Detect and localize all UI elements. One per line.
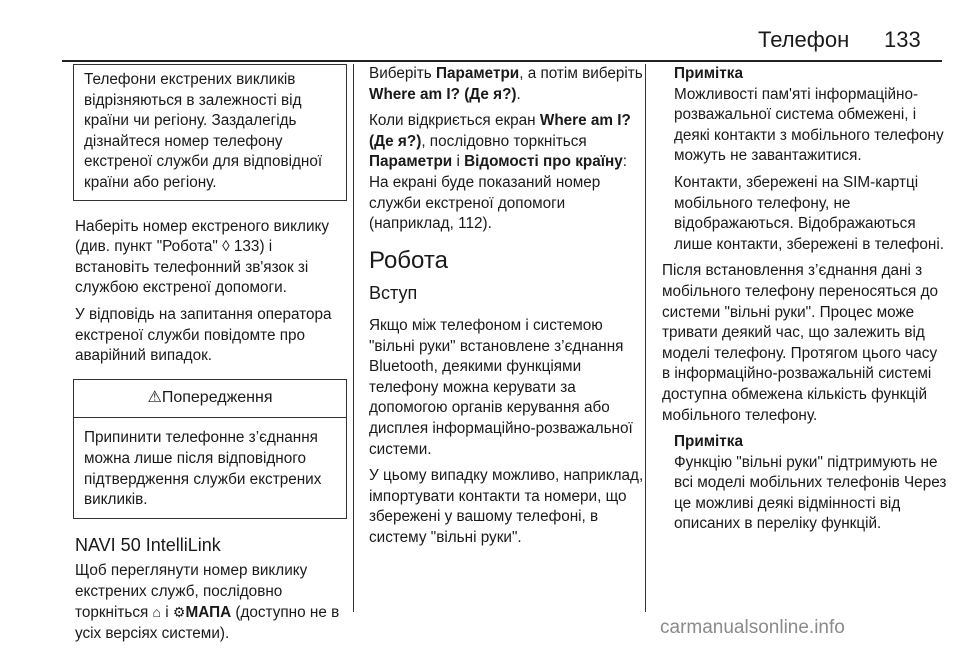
watermark: carmanualsonline.info [660, 617, 845, 638]
info-box-text: Телефони екстрених викликів відрізняються в залежності від країни чи регіону. Заздалегідь дізнайтеся номер телефону екстреної служби для відповідної країни або регіону. [84, 71, 323, 191]
paragraph: Наберіть номер екстреного виклику (див. пункт "Робота" ◊ 133) і встановіть телефонний зв'язок зі службою екстреної допомоги. [75, 217, 330, 297]
info-box [73, 64, 347, 201]
text: Виберіть [369, 65, 436, 82]
paragraph [369, 111, 647, 235]
note-2 [674, 432, 948, 535]
warning-title: ⚠Попередження [74, 380, 346, 419]
section-heading: NAVI 50 IntelliLink [75, 534, 221, 555]
warning-box [73, 379, 347, 519]
note-text: Можливості пам'яті інформаційно-розважальної система обмежені, і деякі контакти з мобільного телефону можуть не завантажитися. [674, 85, 944, 165]
bold-term: Where am I? (Де я?) [369, 112, 631, 150]
column-divider-1 [353, 64, 354, 612]
page-header-title: Телефон [758, 27, 850, 52]
map-icon: ⚙ [172, 604, 186, 621]
column-2 [369, 64, 647, 554]
note-1 [674, 64, 948, 255]
bold-term: Параметри [435, 65, 520, 82]
home-icon: ⌂ [152, 604, 162, 621]
text: , а потім виберіть [519, 65, 643, 82]
text: : На екрані буде показаний номер служби екстреної допомоги (наприклад, 112). [369, 153, 628, 233]
note-text: Контакти, збережені на SIM-картці мобільного телефону, не відображаються. Відображаються лише контакти, збережені в телефоні. [674, 173, 945, 253]
note-title: Примітка [674, 65, 743, 82]
paragraph: Якщо між телефоном і системою "вільні руки" встановлене з’єднання Bluetooth, деякими функціями телефону можна керувати за допомогою органів керування або дисплея інформаційно-розважальної системи. [369, 316, 633, 458]
paragraph: У цьому випадку можливо, наприклад, імпортувати контакти та номери, що збережені у вашому телефоні, в систему "вільні руки". [369, 467, 644, 546]
chapter-heading: Робота [369, 246, 448, 274]
column-1 [75, 64, 347, 651]
paragraph [75, 561, 347, 644]
sub-heading: Вступ [369, 283, 418, 304]
bold-term: Where am I? (Де я?) [369, 85, 517, 103]
bold-term: Відомості про країну [464, 153, 623, 171]
text: . [516, 85, 521, 103]
note-text: Функцію "вільні руки" підтримують не всі моделі мобільних телефонів Через це можливі деякі відмінності від описаних в переліку функцій. [674, 453, 947, 533]
bold-term: Параметри [369, 153, 453, 171]
map-label: МАПА [185, 604, 232, 622]
paragraph [369, 64, 647, 105]
warning-text: Припинити телефонне з’єднання можна лише після відповідного підтвердження служби екстрених викликів. [84, 429, 322, 509]
text: (доступно не в усіх версіях системи). [75, 604, 340, 643]
column-3 [662, 64, 948, 541]
text: і [161, 604, 173, 622]
text: і [452, 153, 465, 171]
page-number: 133 [884, 27, 921, 52]
text: , послідовно торкніться [421, 132, 587, 150]
header-rule [62, 60, 942, 62]
note-title: Примітка [674, 433, 743, 451]
text: Коли відкриється екран [369, 112, 540, 130]
paragraph: У відповідь на запитання оператора екстреної служби повідомте про аварійний випадок. [75, 305, 332, 365]
text: Щоб переглянути номер виклику екстрених служб, послідовно торкніться [75, 562, 308, 622]
paragraph: Після встановлення з’єднання дані з мобільного телефону переносяться до системи "вільні руки". Процес може тривати деякий час, що залежить від моделі телефону. Протягом цього часу в інформаційно-розважальній системі доступна обмежена кількість функцій мобільного телефону. [662, 262, 939, 424]
